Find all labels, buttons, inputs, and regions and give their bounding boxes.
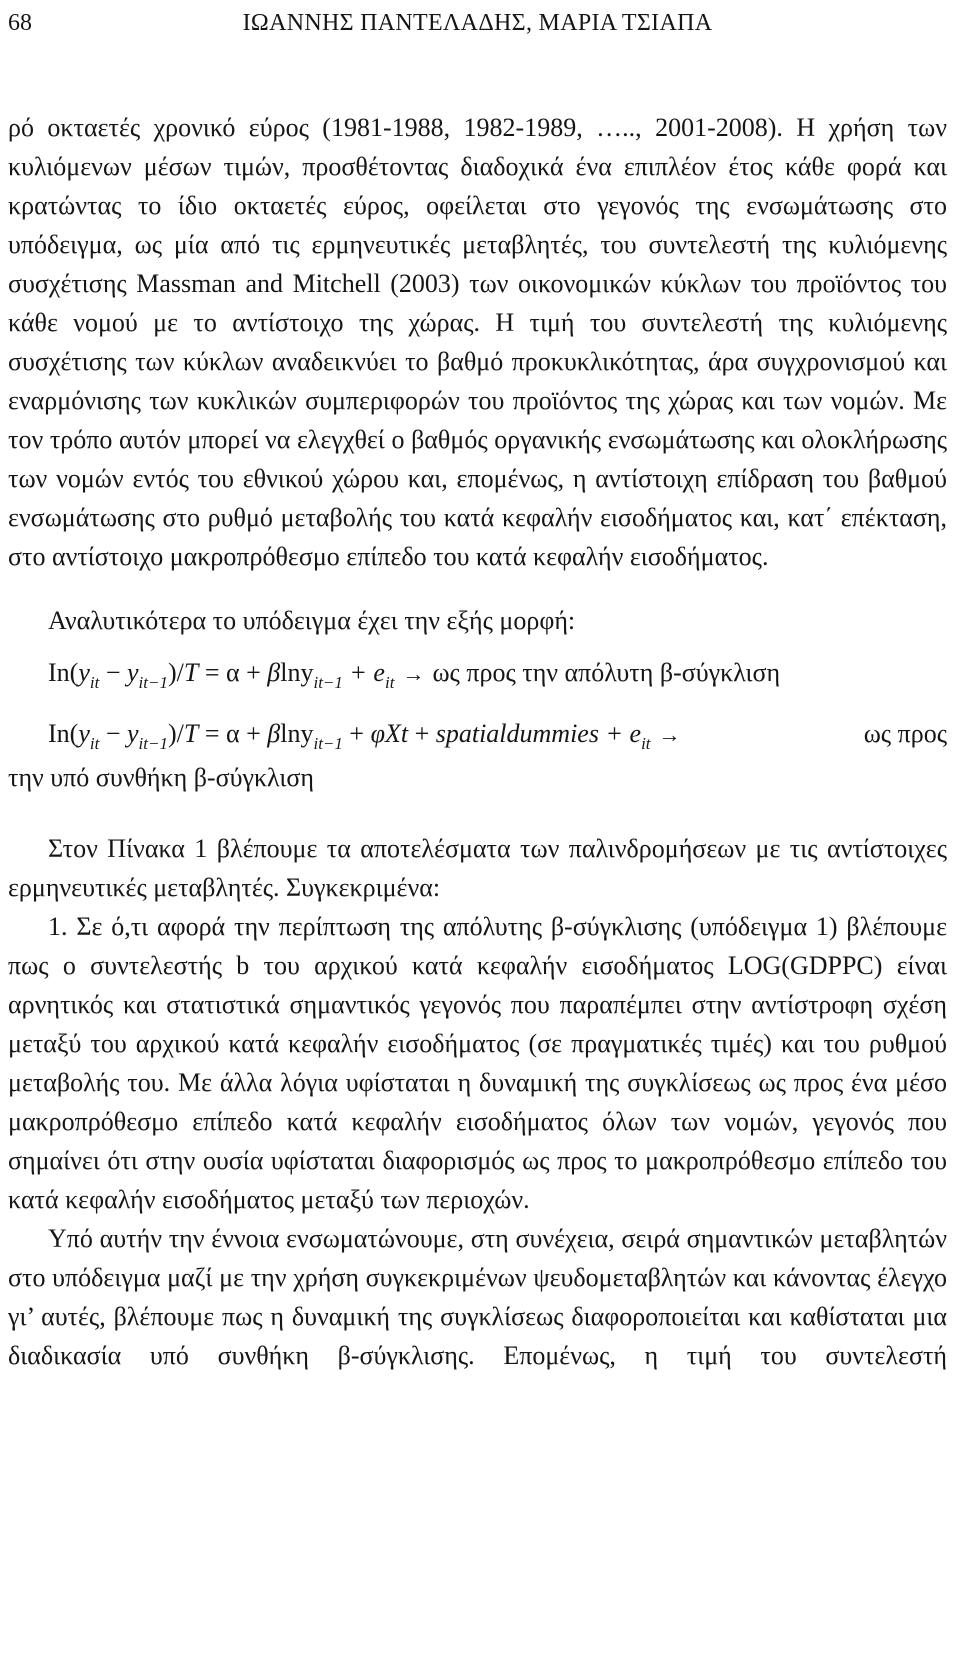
eq2-tail: ως προς bbox=[863, 719, 947, 748]
eq1-y: y bbox=[78, 658, 90, 687]
equation-conditional-convergence bbox=[8, 710, 947, 758]
eq1-beta: β bbox=[267, 658, 281, 687]
eq2-beta: β bbox=[267, 719, 281, 748]
eq1-ln: In( bbox=[48, 658, 79, 687]
paragraph-2: Αναλυτικότερα το υπόδειγμα έχει την εξής μορφή: bbox=[48, 606, 576, 635]
eq2-alpha: = α + bbox=[198, 719, 268, 748]
paragraph-3: Στον Πίνακα 1 βλέπουμε τα αποτελέσματα των παλινδρομήσεων με τις αντίστοιχες ερμηνευτικές μεταβλητές. Συγκεκριμένα: bbox=[8, 834, 947, 902]
eq1-minus: − bbox=[99, 658, 127, 687]
eq1-sub-e: it bbox=[384, 673, 395, 692]
eq2-sub-it: it bbox=[89, 734, 100, 753]
eq2-spatialdummies: spatialdummies bbox=[435, 719, 599, 748]
eq2-sub-lag: it−1 bbox=[138, 734, 168, 753]
eq2-minus: − bbox=[99, 719, 127, 748]
eq2-ln: In( bbox=[48, 719, 79, 748]
eq2-sub-e: it bbox=[641, 734, 651, 753]
eq1-lny: lny bbox=[280, 658, 314, 687]
eq1-y-lag: y bbox=[127, 658, 139, 687]
eq1-sub-lny: it−1 bbox=[313, 673, 343, 692]
right-arrow-icon: → bbox=[658, 722, 681, 747]
equation-2-continuation: την υπό συνθήκη β-σύγκλιση bbox=[8, 763, 314, 792]
eq2-phiXt: φXt bbox=[370, 719, 409, 748]
paragraph-5: Υπό αυτήν την έννοια ενσωματώνουμε, στη συνέχεια, σειρά σημαντικών μεταβλητών στο υπόδειγμα μαζί με την χρήση συγκεκριμένων ψευδομεταβλητών και κάνοντας έλεγχο γι’ αυτές, βλέπουμε πως η δυναμική της συγκλίσεως διαφοροποιείται και καθίσταται μια διαδικασία υπό συνθήκη β-σύγκλισης. Επομένως, η τιμή του συντελεστή bbox=[8, 1224, 947, 1370]
eq2-y: y bbox=[78, 719, 90, 748]
eq1-error: + e bbox=[342, 658, 385, 687]
eq2-T: T bbox=[183, 719, 199, 748]
eq2-plus-1: + bbox=[342, 719, 371, 748]
page-number: 68 bbox=[8, 10, 32, 36]
running-head: ΙΩΑΝΝΗΣ ΠΑΝΤΕΛΑΔΗΣ, ΜΑΡΙΑ ΤΣΙΑΠΑ bbox=[242, 10, 713, 36]
page-header bbox=[8, 6, 947, 40]
eq1-sub-lag: it−1 bbox=[138, 673, 168, 692]
eq1-sub-it: it bbox=[89, 673, 100, 692]
eq2-close: )/ bbox=[167, 719, 184, 748]
eq1-T: T bbox=[183, 658, 199, 687]
equation-absolute-convergence bbox=[8, 649, 947, 697]
paragraph-4: 1. Σε ό,τι αφορά την περίπτωση της απόλυτης β-σύγκλισης (υπόδειγμα 1) βλέπουμε πως ο συντελεστής b του αρχικού κατά κεφαλήν εισοδήματος LOG(GDPPC) είναι αρνητικός και στατιστικά σημαντικός γεγονός που παραπέμπει στην αντίστροφη σχέση μεταξύ του αρχικού κατά κεφαλήν εισοδήματος (σε πραγματικές τιμές) και του ρυθμού μεταβολής του. Με άλλα λόγια υφίσταται η δυναμική της συγκλίσεως ως προς ένα μέσο μακροπρόθεσμο επίπεδο κατά κεφαλήν εισοδήματος όλων των νομών, γεγονός που σημαίνει ότι στην ουσία υφίσταται διαφορισμός ως προς το μακροπρόθεσμο επίπεδο του κατά κεφαλήν εισοδήματος μεταξύ των περιοχών. bbox=[8, 912, 947, 1214]
eq2-plus-2: + bbox=[408, 719, 436, 748]
eq2-sub-lny: it−1 bbox=[313, 734, 343, 753]
eq1-tail: ως προς την απόλυτη β-σύγκλιση bbox=[432, 658, 781, 687]
paragraph-1: ρό οκταετές χρονικό εύρος (1981-1988, 1982-1989, ….., 2001-2008). Η χρήση των κυλιόμενων μέσων τιμών, προσθέτοντας διαδοχικά ένα επιπλέον έτος κάθε φορά και κρατώντας το ίδιο οκταετές εύρος, οφείλεται στο γεγονός της ενσωμάτωσης στο υπόδειγμα, ως μία από τις ερμηνευτικές μεταβλητές, του συντελεστή της κυλιόμενης συσχέτισης Massman and Mitchell (2003) των οικονομικών κύκλων του προϊόντος του κάθε νομού με το αντίστοιχο της χώρας. Η τιμή του συντελεστή της κυλιόμενης συσχέτισης των κύκλων αναδεικνύει το βαθμό προκυκλικότητας, άρα συγχρονισμού και εναρμόνισης των κυκλικών συμπεριφορών του προϊόντος της χώρας και των νομών. Με τον τρόπο αυτόν μπορεί να ελεγχθεί ο βαθμός οργανικής ενσωμάτωσης και ολοκλήρωσης των νομών εντός του εθνικού χώρου και, επομένως, η αντίστοιχη επίδραση του βαθμού ενσωμάτωσης στο ρυθμό μεταβολής του κατά κεφαλήν εισοδήματος και, κατ΄ επέκταση, στο αντίστοιχο μακροπρόθεσμο επίπεδο του κατά κεφαλήν εισοδήματος. bbox=[8, 113, 947, 571]
eq1-alpha: = α + bbox=[198, 658, 268, 687]
eq2-y-lag: y bbox=[127, 719, 139, 748]
eq1-close: )/ bbox=[167, 658, 184, 687]
right-arrow-icon: → bbox=[402, 661, 425, 686]
eq2-error: + e bbox=[598, 719, 642, 748]
eq2-lny: lny bbox=[280, 719, 314, 748]
